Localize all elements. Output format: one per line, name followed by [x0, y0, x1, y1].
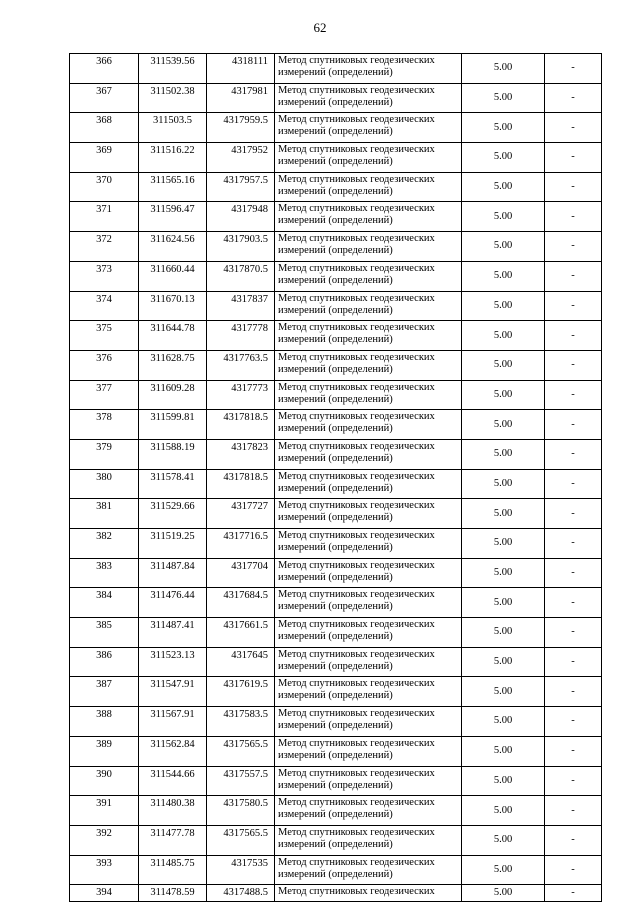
y-coordinate-cell: 4317952 — [207, 143, 275, 173]
method-cell: Метод спутниковых геодезических измерений (определений) — [275, 232, 462, 262]
x-coordinate-cell: 311599.81 — [139, 410, 207, 440]
table-row — [70, 825, 602, 855]
method-cell: Метод спутниковых геодезических измерений (определений) — [275, 588, 462, 618]
page-number: 62 — [313, 20, 327, 35]
point-number-cell: 379 — [70, 439, 139, 469]
y-coordinate-cell: 4317773 — [207, 380, 275, 410]
coordinates-table — [69, 53, 602, 902]
x-coordinate-cell: 311644.78 — [139, 321, 207, 351]
x-coordinate-cell: 311480.38 — [139, 796, 207, 826]
accuracy-cell: 5.00 — [462, 796, 545, 826]
point-number-cell: 373 — [70, 261, 139, 291]
table-row — [70, 469, 602, 499]
point-number-cell: 380 — [70, 469, 139, 499]
y-coordinate-cell: 4317580.5 — [207, 796, 275, 826]
y-coordinate-cell: 4317565.5 — [207, 736, 275, 766]
point-number-cell: 371 — [70, 202, 139, 232]
method-cell: Метод спутниковых геодезических измерений (определений) — [275, 469, 462, 499]
description-cell: - — [545, 796, 602, 826]
x-coordinate-cell: 311539.56 — [139, 54, 207, 84]
y-coordinate-cell: 4317557.5 — [207, 766, 275, 796]
y-coordinate-cell: 4317763.5 — [207, 350, 275, 380]
method-cell: Метод спутниковых геодезических измерений (определений) — [275, 499, 462, 529]
accuracy-cell: 5.00 — [462, 618, 545, 648]
table-row — [70, 766, 602, 796]
method-cell: Метод спутниковых геодезических измерений (определений) — [275, 291, 462, 321]
y-coordinate-cell: 4317818.5 — [207, 469, 275, 499]
accuracy-cell: 5.00 — [462, 558, 545, 588]
method-cell: Метод спутниковых геодезических измерений (определений) — [275, 321, 462, 351]
table-row — [70, 202, 602, 232]
x-coordinate-cell: 311596.47 — [139, 202, 207, 232]
description-cell: - — [545, 439, 602, 469]
description-cell: - — [545, 291, 602, 321]
table-row — [70, 410, 602, 440]
y-coordinate-cell: 4317727 — [207, 499, 275, 529]
description-cell: - — [545, 232, 602, 262]
point-number-cell: 375 — [70, 321, 139, 351]
description-cell: - — [545, 766, 602, 796]
table-row — [70, 588, 602, 618]
method-cell: Метод спутниковых геодезических измерений (определений) — [275, 202, 462, 232]
accuracy-cell: 5.00 — [462, 83, 545, 113]
accuracy-cell: 5.00 — [462, 647, 545, 677]
point-number-cell: 389 — [70, 736, 139, 766]
method-cell: Метод спутниковых геодезических измерений (определений) — [275, 647, 462, 677]
method-cell: Метод спутниковых геодезических измерений (определений) — [275, 825, 462, 855]
method-cell: Метод спутниковых геодезических измерений (определений) — [275, 350, 462, 380]
table-row — [70, 618, 602, 648]
accuracy-cell: 5.00 — [462, 766, 545, 796]
point-number-cell: 377 — [70, 380, 139, 410]
method-cell: Метод спутниковых геодезических измерений (определений) — [275, 380, 462, 410]
description-cell: - — [545, 143, 602, 173]
x-coordinate-cell: 311478.59 — [139, 885, 207, 902]
description-cell: - — [545, 736, 602, 766]
table-row — [70, 232, 602, 262]
x-coordinate-cell: 311544.66 — [139, 766, 207, 796]
x-coordinate-cell: 311529.66 — [139, 499, 207, 529]
accuracy-cell: 5.00 — [462, 469, 545, 499]
y-coordinate-cell: 4317716.5 — [207, 529, 275, 559]
accuracy-cell: 5.00 — [462, 677, 545, 707]
point-number-cell: 366 — [70, 54, 139, 84]
table-row — [70, 736, 602, 766]
accuracy-cell: 5.00 — [462, 202, 545, 232]
method-cell: Метод спутниковых геодезических измерений (определений) — [275, 439, 462, 469]
description-cell: - — [545, 588, 602, 618]
x-coordinate-cell: 311547.91 — [139, 677, 207, 707]
description-cell: - — [545, 83, 602, 113]
description-cell: - — [545, 677, 602, 707]
table-row — [70, 855, 602, 885]
point-number-cell: 367 — [70, 83, 139, 113]
y-coordinate-cell: 4318111 — [207, 54, 275, 84]
method-cell: Метод спутниковых геодезических измерений (определений) — [275, 677, 462, 707]
accuracy-cell: 5.00 — [462, 291, 545, 321]
point-number-cell: 392 — [70, 825, 139, 855]
y-coordinate-cell: 4317981 — [207, 83, 275, 113]
point-number-cell: 378 — [70, 410, 139, 440]
x-coordinate-cell: 311567.91 — [139, 707, 207, 737]
x-coordinate-cell: 311502.38 — [139, 83, 207, 113]
y-coordinate-cell: 4317959.5 — [207, 113, 275, 143]
x-coordinate-cell: 311628.75 — [139, 350, 207, 380]
accuracy-cell: 5.00 — [462, 410, 545, 440]
y-coordinate-cell: 4317684.5 — [207, 588, 275, 618]
accuracy-cell: 5.00 — [462, 113, 545, 143]
x-coordinate-cell: 311578.41 — [139, 469, 207, 499]
accuracy-cell: 5.00 — [462, 54, 545, 84]
method-cell: Метод спутниковых геодезических измерений (определений) — [275, 529, 462, 559]
table-row — [70, 143, 602, 173]
y-coordinate-cell: 4317818.5 — [207, 410, 275, 440]
description-cell: - — [545, 172, 602, 202]
x-coordinate-cell: 311588.19 — [139, 439, 207, 469]
y-coordinate-cell: 4317565.5 — [207, 825, 275, 855]
table-row — [70, 677, 602, 707]
accuracy-cell: 5.00 — [462, 350, 545, 380]
point-number-cell: 391 — [70, 796, 139, 826]
method-cell: Метод спутниковых геодезических измерений (определений) — [275, 261, 462, 291]
description-cell: - — [545, 558, 602, 588]
table-row — [70, 380, 602, 410]
point-number-cell: 382 — [70, 529, 139, 559]
x-coordinate-cell: 311516.22 — [139, 143, 207, 173]
table-row — [70, 261, 602, 291]
accuracy-cell: 5.00 — [462, 825, 545, 855]
table-row — [70, 83, 602, 113]
method-cell: Метод спутниковых геодезических измерений (определений) — [275, 143, 462, 173]
x-coordinate-cell: 311609.28 — [139, 380, 207, 410]
accuracy-cell: 5.00 — [462, 588, 545, 618]
point-number-cell: 383 — [70, 558, 139, 588]
y-coordinate-cell: 4317837 — [207, 291, 275, 321]
y-coordinate-cell: 4317488.5 — [207, 885, 275, 902]
x-coordinate-cell: 311476.44 — [139, 588, 207, 618]
method-cell: Метод спутниковых геодезических — [275, 885, 462, 902]
table-row — [70, 113, 602, 143]
description-cell: - — [545, 855, 602, 885]
y-coordinate-cell: 4317957.5 — [207, 172, 275, 202]
x-coordinate-cell: 311523.13 — [139, 647, 207, 677]
point-number-cell: 386 — [70, 647, 139, 677]
x-coordinate-cell: 311624.56 — [139, 232, 207, 262]
point-number-cell: 388 — [70, 707, 139, 737]
method-cell: Метод спутниковых геодезических измерений (определений) — [275, 54, 462, 84]
description-cell: - — [545, 202, 602, 232]
y-coordinate-cell: 4317583.5 — [207, 707, 275, 737]
y-coordinate-cell: 4317870.5 — [207, 261, 275, 291]
accuracy-cell: 5.00 — [462, 529, 545, 559]
accuracy-cell: 5.00 — [462, 380, 545, 410]
description-cell: - — [545, 380, 602, 410]
description-cell: - — [545, 469, 602, 499]
method-cell: Метод спутниковых геодезических измерений (определений) — [275, 766, 462, 796]
description-cell: - — [545, 54, 602, 84]
y-coordinate-cell: 4317619.5 — [207, 677, 275, 707]
method-cell: Метод спутниковых геодезических измерений (определений) — [275, 618, 462, 648]
description-cell: - — [545, 499, 602, 529]
point-number-cell: 390 — [70, 766, 139, 796]
coordinates-table-body — [70, 54, 602, 902]
accuracy-cell: 5.00 — [462, 439, 545, 469]
y-coordinate-cell: 4317535 — [207, 855, 275, 885]
x-coordinate-cell: 311485.75 — [139, 855, 207, 885]
table-row — [70, 499, 602, 529]
point-number-cell: 372 — [70, 232, 139, 262]
x-coordinate-cell: 311562.84 — [139, 736, 207, 766]
point-number-cell: 394 — [70, 885, 139, 902]
method-cell: Метод спутниковых геодезических измерений (определений) — [275, 83, 462, 113]
method-cell: Метод спутниковых геодезических измерений (определений) — [275, 410, 462, 440]
x-coordinate-cell: 311487.41 — [139, 618, 207, 648]
accuracy-cell: 5.00 — [462, 736, 545, 766]
point-number-cell: 381 — [70, 499, 139, 529]
table-row — [70, 172, 602, 202]
accuracy-cell: 5.00 — [462, 232, 545, 262]
point-number-cell: 385 — [70, 618, 139, 648]
accuracy-cell: 5.00 — [462, 261, 545, 291]
x-coordinate-cell: 311565.16 — [139, 172, 207, 202]
description-cell: - — [545, 618, 602, 648]
method-cell: Метод спутниковых геодезических измерений (определений) — [275, 172, 462, 202]
table-row — [70, 796, 602, 826]
point-number-cell: 387 — [70, 677, 139, 707]
y-coordinate-cell: 4317778 — [207, 321, 275, 351]
point-number-cell: 370 — [70, 172, 139, 202]
y-coordinate-cell: 4317661.5 — [207, 618, 275, 648]
description-cell: - — [545, 707, 602, 737]
description-cell: - — [545, 529, 602, 559]
description-cell: - — [545, 410, 602, 440]
method-cell: Метод спутниковых геодезических измерений (определений) — [275, 113, 462, 143]
x-coordinate-cell: 311477.78 — [139, 825, 207, 855]
accuracy-cell: 5.00 — [462, 172, 545, 202]
x-coordinate-cell: 311660.44 — [139, 261, 207, 291]
point-number-cell: 374 — [70, 291, 139, 321]
point-number-cell: 369 — [70, 143, 139, 173]
accuracy-cell: 5.00 — [462, 499, 545, 529]
y-coordinate-cell: 4317645 — [207, 647, 275, 677]
table-row — [70, 54, 602, 84]
point-number-cell: 368 — [70, 113, 139, 143]
y-coordinate-cell: 4317903.5 — [207, 232, 275, 262]
description-cell: - — [545, 321, 602, 351]
x-coordinate-cell: 311503.5 — [139, 113, 207, 143]
description-cell: - — [545, 350, 602, 380]
x-coordinate-cell: 311487.84 — [139, 558, 207, 588]
table-row — [70, 707, 602, 737]
table-row — [70, 529, 602, 559]
accuracy-cell: 5.00 — [462, 885, 545, 902]
y-coordinate-cell: 4317948 — [207, 202, 275, 232]
accuracy-cell: 5.00 — [462, 855, 545, 885]
x-coordinate-cell: 311519.25 — [139, 529, 207, 559]
description-cell: - — [545, 825, 602, 855]
description-cell: - — [545, 885, 602, 902]
y-coordinate-cell: 4317704 — [207, 558, 275, 588]
accuracy-cell: 5.00 — [462, 143, 545, 173]
table-row — [70, 647, 602, 677]
table-row — [70, 350, 602, 380]
table-row — [70, 321, 602, 351]
method-cell: Метод спутниковых геодезических измерений (определений) — [275, 855, 462, 885]
method-cell: Метод спутниковых геодезических измерений (определений) — [275, 736, 462, 766]
method-cell: Метод спутниковых геодезических измерений (определений) — [275, 796, 462, 826]
point-number-cell: 384 — [70, 588, 139, 618]
point-number-cell: 376 — [70, 350, 139, 380]
table-row — [70, 558, 602, 588]
description-cell: - — [545, 113, 602, 143]
table-row — [70, 291, 602, 321]
accuracy-cell: 5.00 — [462, 321, 545, 351]
x-coordinate-cell: 311670.13 — [139, 291, 207, 321]
description-cell: - — [545, 261, 602, 291]
table-row — [70, 885, 602, 902]
description-cell: - — [545, 647, 602, 677]
method-cell: Метод спутниковых геодезических измерений (определений) — [275, 707, 462, 737]
table-row — [70, 439, 602, 469]
method-cell: Метод спутниковых геодезических измерений (определений) — [275, 558, 462, 588]
y-coordinate-cell: 4317823 — [207, 439, 275, 469]
accuracy-cell: 5.00 — [462, 707, 545, 737]
point-number-cell: 393 — [70, 855, 139, 885]
